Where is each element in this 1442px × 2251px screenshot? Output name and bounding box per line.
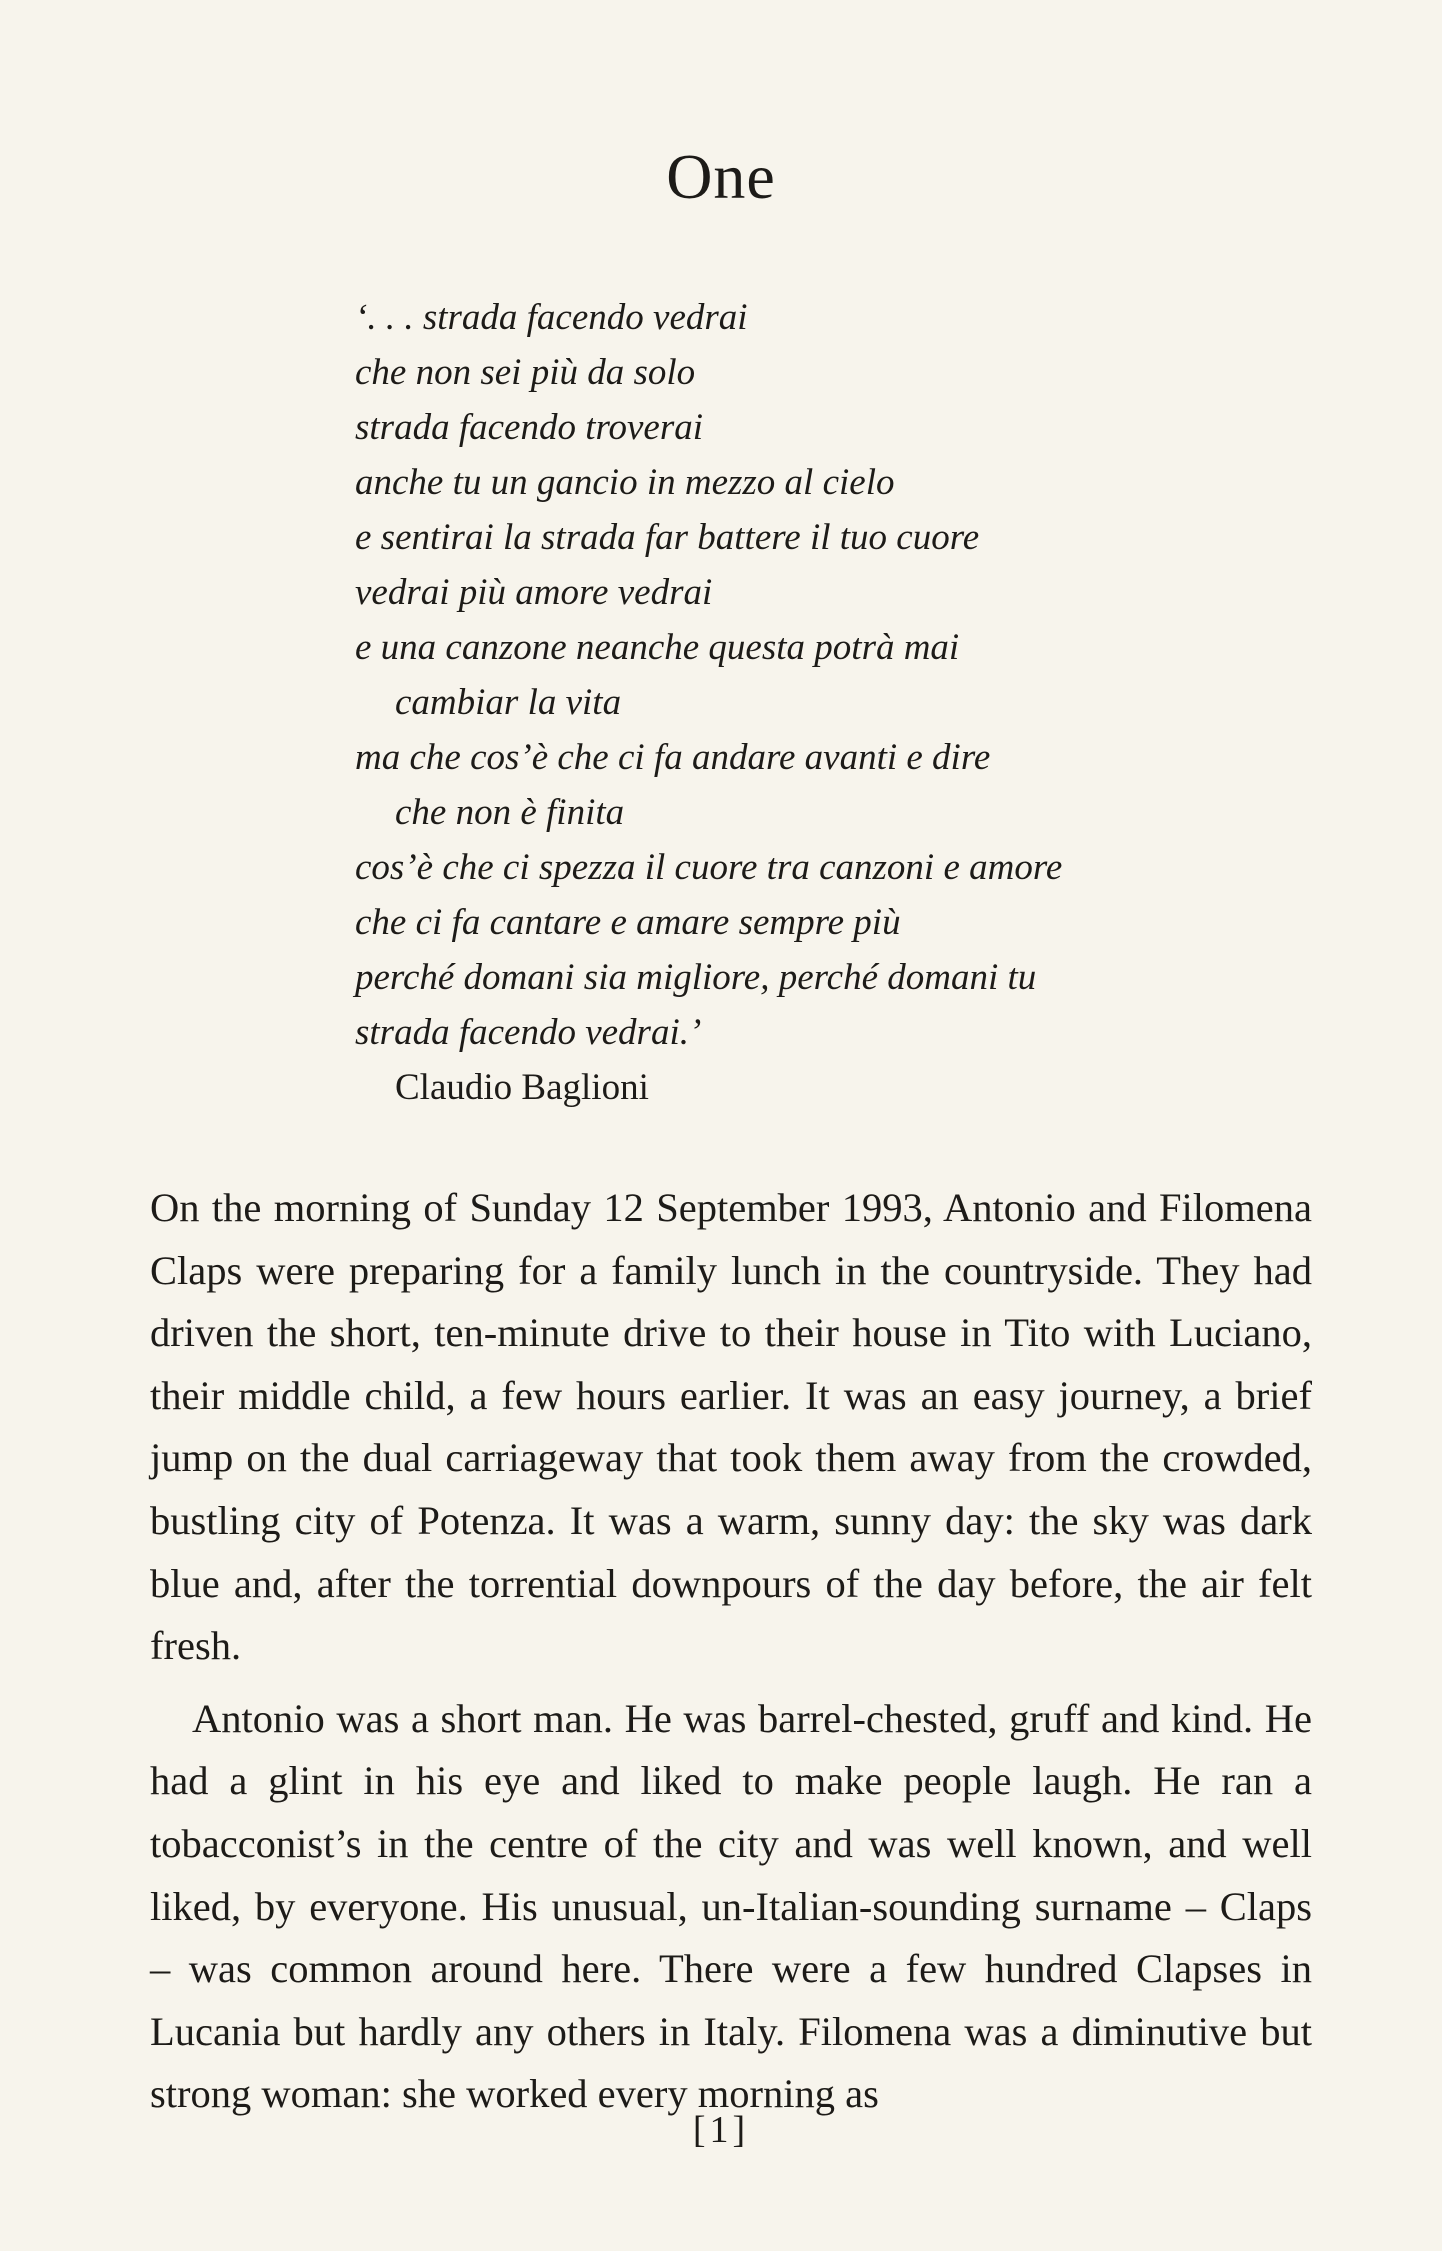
epigraph-line: perché domani sia migliore, perché domani tu — [355, 957, 1037, 998]
page-number: [1] — [692, 2109, 750, 2151]
body-text — [150, 1177, 1312, 2126]
epigraph-line: cambiar la vita — [395, 682, 622, 723]
epigraph-line: ma che cos’è che ci fa andare avanti e dire — [355, 737, 991, 778]
paragraph: Antonio was a short man. He was barrel-chested, gruff and kind. He had a glint in his eye and liked to make people laugh. He ran a tobacconist’s in the centre of the city and was well known, and well liked, by everyone. His unusual, un-Italian-sounding surname – Claps – was common around here. There were a few hundred Clapses in Lucania but hardly any others in Italy. Filomena was a diminutive but strong woman: she worked every morning as — [150, 1695, 1312, 2117]
epigraph-line: e una canzone neanche questa potrà mai — [355, 627, 960, 668]
epigraph-line: che non sei più da solo — [355, 352, 696, 393]
epigraph-line: che ci fa cantare e amare sempre più — [355, 902, 901, 943]
epigraph-line: strada facendo troverai — [355, 407, 704, 448]
paragraph: On the morning of Sunday 12 September 1993, Antonio and Filomena Claps were preparing for a family lunch in the countryside. They had driven the short, ten-minute drive to their house in Tito with Luciano, their middle child, a few hours earlier. It was an easy journey, a brief jump on the dual carriageway that took them away from the crowded, bustling city of Potenza. It was a warm, sunny day: the sky was dark blue and, after the torrential downpours of the day before, the air felt fresh. — [150, 1185, 1312, 1669]
epigraph-line: che non è finita — [395, 792, 625, 833]
epigraph-line: vedrai più amore vedrai — [355, 572, 713, 613]
epigraph-line: anche tu un gancio in mezzo al cielo — [355, 462, 895, 503]
chapter-title: One — [666, 141, 776, 212]
epigraph-line: e sentirai la strada far battere il tuo cuore — [355, 517, 980, 558]
epigraph — [355, 290, 1175, 1115]
epigraph-line: cos’è che ci spezza il cuore tra canzoni e amore — [355, 847, 1063, 888]
epigraph-line: ‘. . . strada facendo vedrai — [355, 297, 748, 338]
epigraph-line: strada facendo vedrai.’ — [355, 1012, 702, 1053]
epigraph-attribution: Claudio Baglioni — [395, 1067, 649, 1108]
